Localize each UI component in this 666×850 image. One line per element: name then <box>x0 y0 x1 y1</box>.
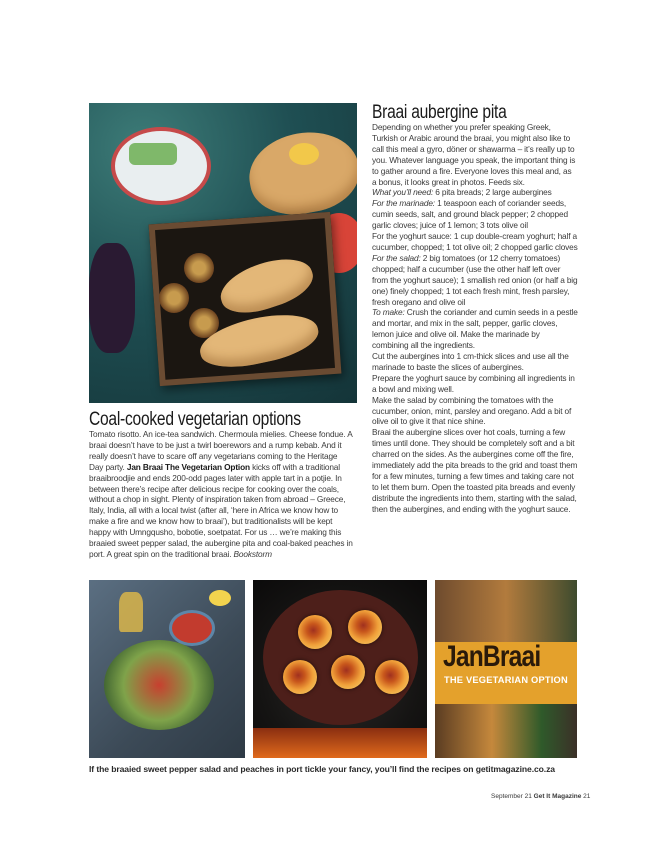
cover-bottom-photos <box>435 704 577 758</box>
need-paragraph: What you’ll need: 6 pita breads; 2 large aubergines <box>372 187 552 198</box>
aubergine-slice <box>159 283 189 313</box>
salad-plate <box>104 640 214 730</box>
cucumber-sticks <box>129 143 177 165</box>
cucumber-plate <box>111 127 211 205</box>
lemon <box>209 590 231 606</box>
step-paragraph: Cut the aubergines into 1 cm-thick slices and use all the marinade to baste the slices of aubergines. <box>372 351 569 372</box>
left-article-heading: Coal-cooked vegetarian options <box>89 409 301 430</box>
peach-half <box>298 615 332 649</box>
folio-issue: September 21 <box>491 793 532 800</box>
publisher: Bookstorm <box>233 548 272 559</box>
olive-oil-bottle <box>119 592 143 632</box>
cover-title: JanBraai <box>443 640 541 673</box>
pita-stack <box>243 124 357 222</box>
yoghurt-paragraph: For the yoghurt sauce: 1 cup double-cream yoghurt; half a cucumber, chopped; 1 tot olive oil; 2 chopped garlic cloves <box>372 231 578 252</box>
peach-half <box>331 655 365 689</box>
coals <box>253 728 427 758</box>
right-article-heading: Braai aubergine pita <box>372 102 507 123</box>
photo-peaches-in-port <box>253 580 427 758</box>
photo-caption: If the braaied sweet pepper salad and peaches in port tickle your fancy, you’ll find the recipes on getitmagazine.co.za <box>89 764 555 774</box>
lemon <box>289 143 319 165</box>
left-article-body: Tomato risotto. An ice-tea sandwich. Chermoula mielies. Cheese fondue. A braai doesn’t have to be just a twirl boerewors and a rump kebab. And it really doesn’t have to scare off any vegetarians coming to the Heritage Day party. Jan Braai The Vegetarian Option kicks off with a traditional braaibroodjie and ends 200-odd pages later with apple tart in a potjie. In between there’s recipe after delicious recipe for cooking over the coals, without a chop in sight. Plenty of inspiration taken from abroad – Greece, Italy, India, all with a local twist (after all, ‘here in Africa we know how to make a fire and we know how to braai’), but traditionalists will be kept happy with Umngqusho, bobotie, soetpatat. For us … we’re making this braaied sweet pepper salad, the aubergine pita and coal-baked peaches in port. A great spin on the traditional braai. Bookstorm <box>89 429 353 559</box>
salad-paragraph: For the salad: 2 big tomatoes (or 12 cherry tomatoes) chopped; half a cucumber (use the other half left over from the yoghurt sauce); 1 smallish red onion (or half a big one) finely chopped; 1 tot each fresh mint, fresh parsley, fresh oregano and olive oil <box>372 252 578 307</box>
right-article-body <box>372 122 578 515</box>
step-paragraph: Make the salad by combining the tomatoes with the cucumber, onion, mint, parsley and oregano. Add a bit of olive oil to give it that nice shine. <box>372 394 572 427</box>
step-paragraph: Braai the aubergine slices over hot coals, turning a few times until done. They should be completely soft and a bit charred on the sides. As the aubergines come off the fire, immediately add the pita breads to the grid and toast them for a few minutes, turning a few times and taking care not to let them burn. Open the toasted pita breads and evenly distribute the ingredients into them, starting with the salad, then the aubergines, and ending with the yoghurt sauce. <box>372 427 578 514</box>
peach-half <box>375 660 409 694</box>
aubergine-slice <box>184 253 214 283</box>
peach-half <box>348 610 382 644</box>
marinade-paragraph: For the marinade: 1 teaspoon each of coriander seeds, cumin seeds, salt, and ground black pepper; 2 chopped garlic cloves; juice of 1 lemon; 3 tots olive oil <box>372 198 568 231</box>
page-folio <box>491 793 590 800</box>
hero-photo-aubergine-pita <box>89 103 357 403</box>
folio-page: 21 <box>583 793 591 800</box>
aubergine <box>89 243 135 353</box>
intro-paragraph: Depending on whether you prefer speaking Greek, Turkish or Arabic around the braai, you might also like to call this meal a gyro, döner or shawarma – it’s really up to you. Whatever language you speak, the important thing is to gather around a fire. Everyone loves this meal and, as a bonus, it looks great in photos. Feeds six. <box>372 122 576 187</box>
peach-half <box>283 660 317 694</box>
cover-top-photo <box>435 580 577 642</box>
step-paragraph: Prepare the yoghurt sauce by combining all ingredients in a bowl and mixing well. <box>372 372 575 394</box>
make-paragraph: To make: Crush the coriander and cumin seeds in a pestle and mortar, and mix in the salt, pepper, garlic cloves, lemon juice and olive oil. Make the marinade by combining all the ingredients. <box>372 307 578 351</box>
photo-sweet-pepper-salad <box>89 580 245 758</box>
book-cover <box>435 580 577 758</box>
cover-subtitle: THE VEGETARIAN OPTION <box>444 675 568 685</box>
book-title-bold: Jan Braai The Vegetarian Option <box>126 461 250 472</box>
pepper-bowl <box>169 610 215 646</box>
folio-magazine: Get It Magazine <box>533 793 582 800</box>
